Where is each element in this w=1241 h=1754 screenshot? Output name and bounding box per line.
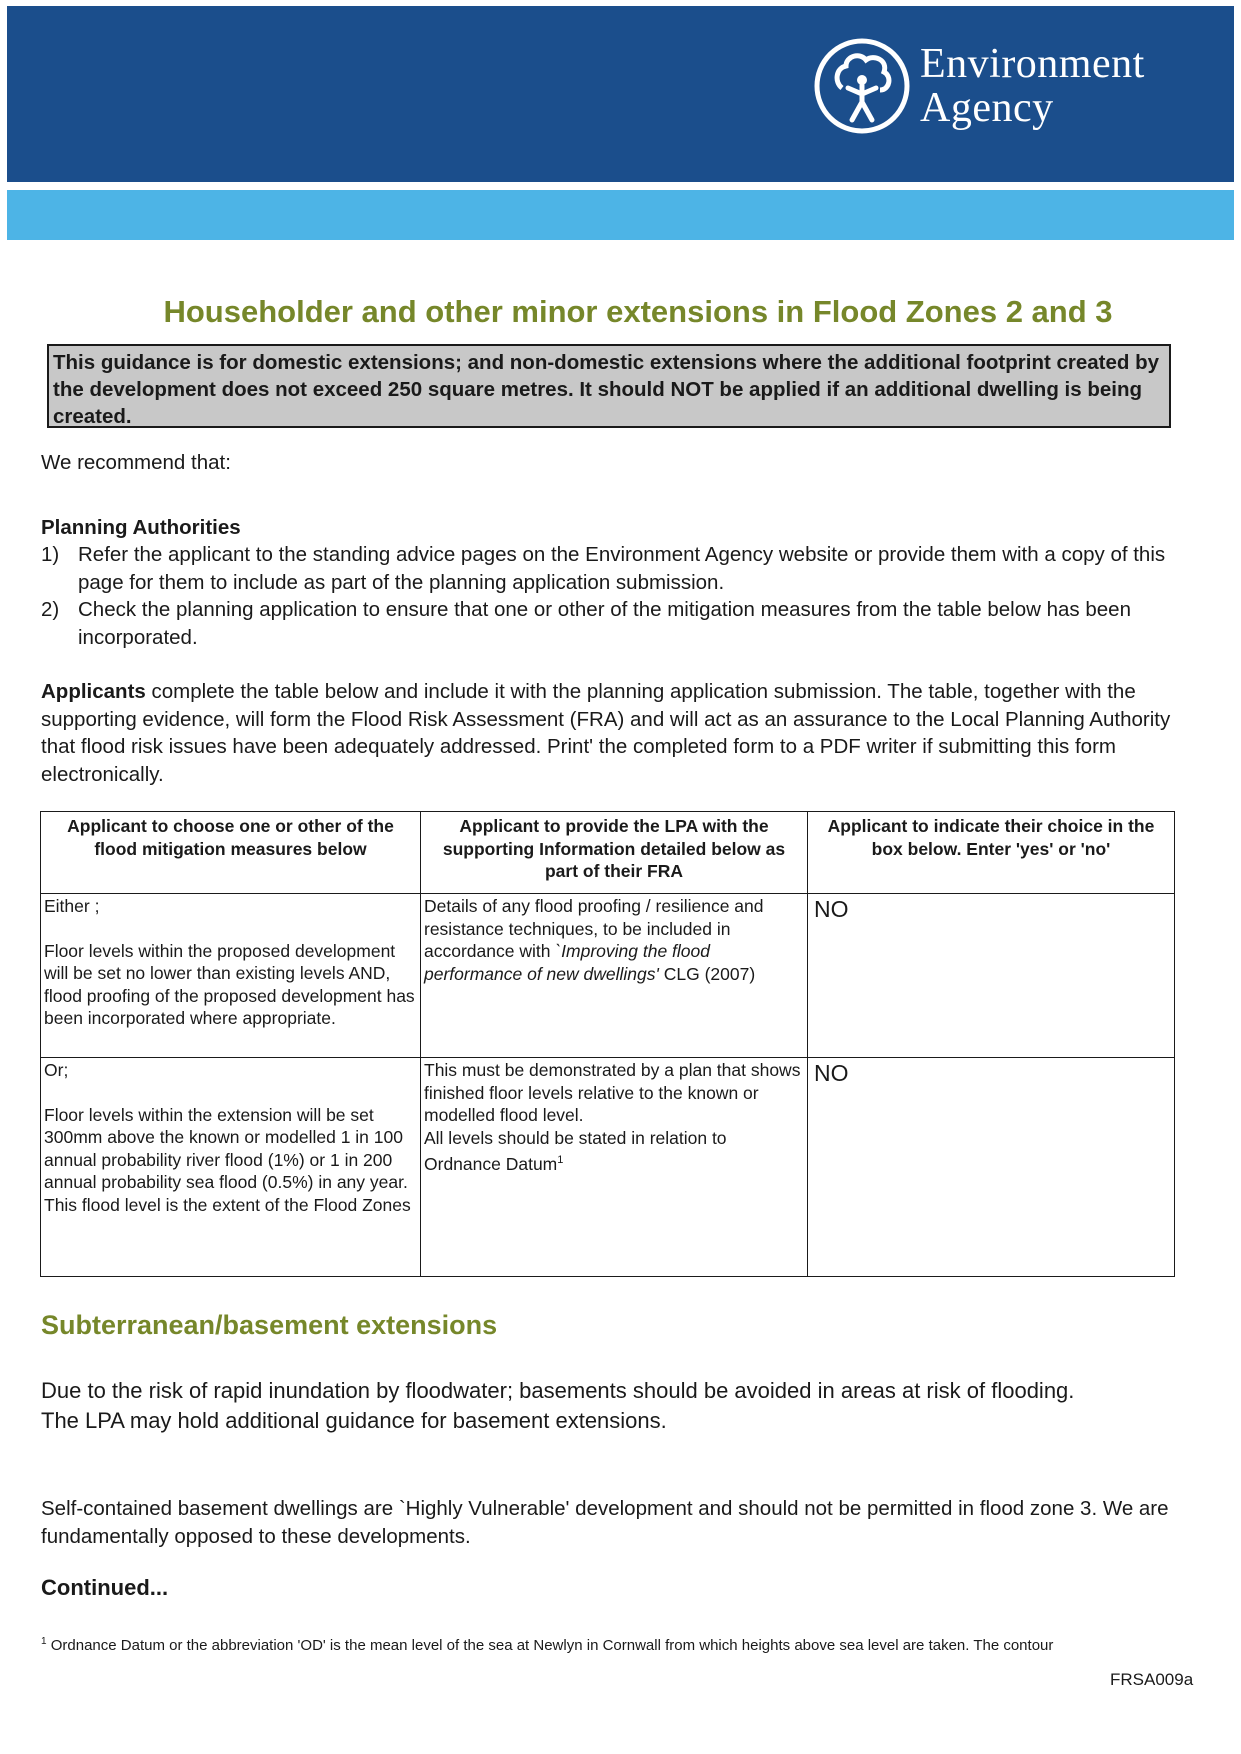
basement-lpa-text: The LPA may hold additional guidance for basement extensions. (41, 1408, 667, 1433)
footnote (41, 1636, 1221, 1654)
document-code: FRSA009a (1110, 1670, 1194, 1689)
list-text: Check the planning application to ensure that one or other of the mitigation measures from the table below has been incorporated. (78, 598, 1131, 649)
planning-authorities-heading: Planning Authorities (41, 516, 241, 539)
continued-label: Continued... (41, 1575, 169, 1600)
applicants-text: complete the table below and include it with the planning application submission. The table, together with the supporting evidence, will form the Flood Risk Assessment (FRA) and will act as an assurance to the Local Planning Authority that flood risk issues have been adequately addressed. Print' the completed form to a PDF writer if submitting this form electronically. (41, 680, 1171, 786)
list-number: 1) (41, 543, 60, 566)
applicants-lead: Applicants (41, 680, 146, 703)
option-label: Or; (44, 1060, 69, 1080)
logo-line-2: Agency (920, 85, 1054, 131)
table-row (41, 1058, 1175, 1277)
guidance-note: This guidance is for domestic extensions; and non-domestic extensions where the additional footprint created by the development does not exceed 250 square metres. It should NOT be applied if an additional dwelling is being created. (47, 344, 1171, 428)
applicants-paragraph (41, 678, 1191, 788)
publication-title: `Improving the flood performance of new dwellings' (424, 941, 710, 984)
choice-field[interactable]: NO (808, 894, 1175, 1058)
option-label: Either ; (44, 896, 100, 916)
information-cell (421, 1058, 808, 1277)
table-header-row (41, 812, 1175, 894)
recommend-intro: We recommend that: (41, 451, 231, 474)
list-item (41, 541, 1191, 596)
page-title: Householder and other minor extensions in Flood Zones 2 and 3 (163, 294, 1113, 329)
logo-line-1: Environment (920, 41, 1145, 87)
basement-paragraph (41, 1376, 1191, 1436)
info-text: All levels should be stated in relation to Ordnance Datum$^1$ (424, 1127, 727, 1174)
measure-cell (41, 1058, 421, 1277)
mitigation-table (40, 811, 1175, 1277)
header-light-stripe (7, 190, 1234, 240)
header-divider (7, 182, 1234, 190)
agency-emblem-icon (812, 36, 912, 136)
measure-text: Floor levels within the proposed development will be set no lower than existing levels AND, flood proofing of the proposed development has been incorporated where appropriate. (44, 940, 415, 1028)
list-item (41, 596, 1191, 651)
basement-dwellings-text: Self-contained basement dwellings are `Highly Vulnerable' development and should not be permitted in flood zone 3. We are fundamentally opposed to these developments. (41, 1497, 1169, 1548)
footnote-text: Ordnance Datum or the abbreviation 'OD' is the mean level of the sea at Newlyn in Cornwall from which heights above sea level are taken. The contour (46, 1637, 1054, 1654)
measure-text: Floor levels within the extension will be set 300mm above the known or modelled 1 in 100 annual probability river flood (1%) or 1 in 200 annual probability sea flood (0.5%) in any year. This flood level is the extent of the Flood Zones (44, 1104, 411, 1215)
choice-field[interactable]: NO (808, 1058, 1175, 1277)
footnote-mark: 1 (41, 1636, 47, 1647)
footnote-ref: 1 (557, 1154, 564, 1166)
environment-agency-logo (812, 36, 1192, 146)
basement-risk-text: Due to the risk of rapid inundation by floodwater; basements should be avoided in areas at risk of flooding. (41, 1378, 1075, 1403)
table-row (41, 894, 1175, 1058)
info-text: This must be demonstrated by a plan that shows finished floor levels relative to the known or modelled flood level. (424, 1060, 801, 1125)
column-header-choice: Applicant to indicate their choice in the box below. Enter 'yes' or 'no' (808, 812, 1175, 894)
column-header-information: Applicant to provide the LPA with the supporting Information detailed below as part of their FRA (421, 812, 808, 894)
measure-cell (41, 894, 421, 1058)
column-header-measures: Applicant to choose one or other of the flood mitigation measures below (41, 812, 421, 894)
info-text: Details of any flood proofing / resilience and resistance techniques, to be included in accordance with (424, 896, 764, 961)
information-cell (421, 894, 808, 1058)
list-number: 2) (41, 598, 60, 621)
basement-heading: Subterranean/basement extensions (41, 1310, 498, 1340)
logo-wordmark (920, 42, 1145, 130)
planning-steps-list (41, 541, 1191, 651)
list-text: Refer the applicant to the standing advice pages on the Environment Agency website or provide them with a copy of this page for them to include as part of the planning application submission. (78, 543, 1166, 594)
publication-source: CLG (2007) (658, 963, 756, 984)
